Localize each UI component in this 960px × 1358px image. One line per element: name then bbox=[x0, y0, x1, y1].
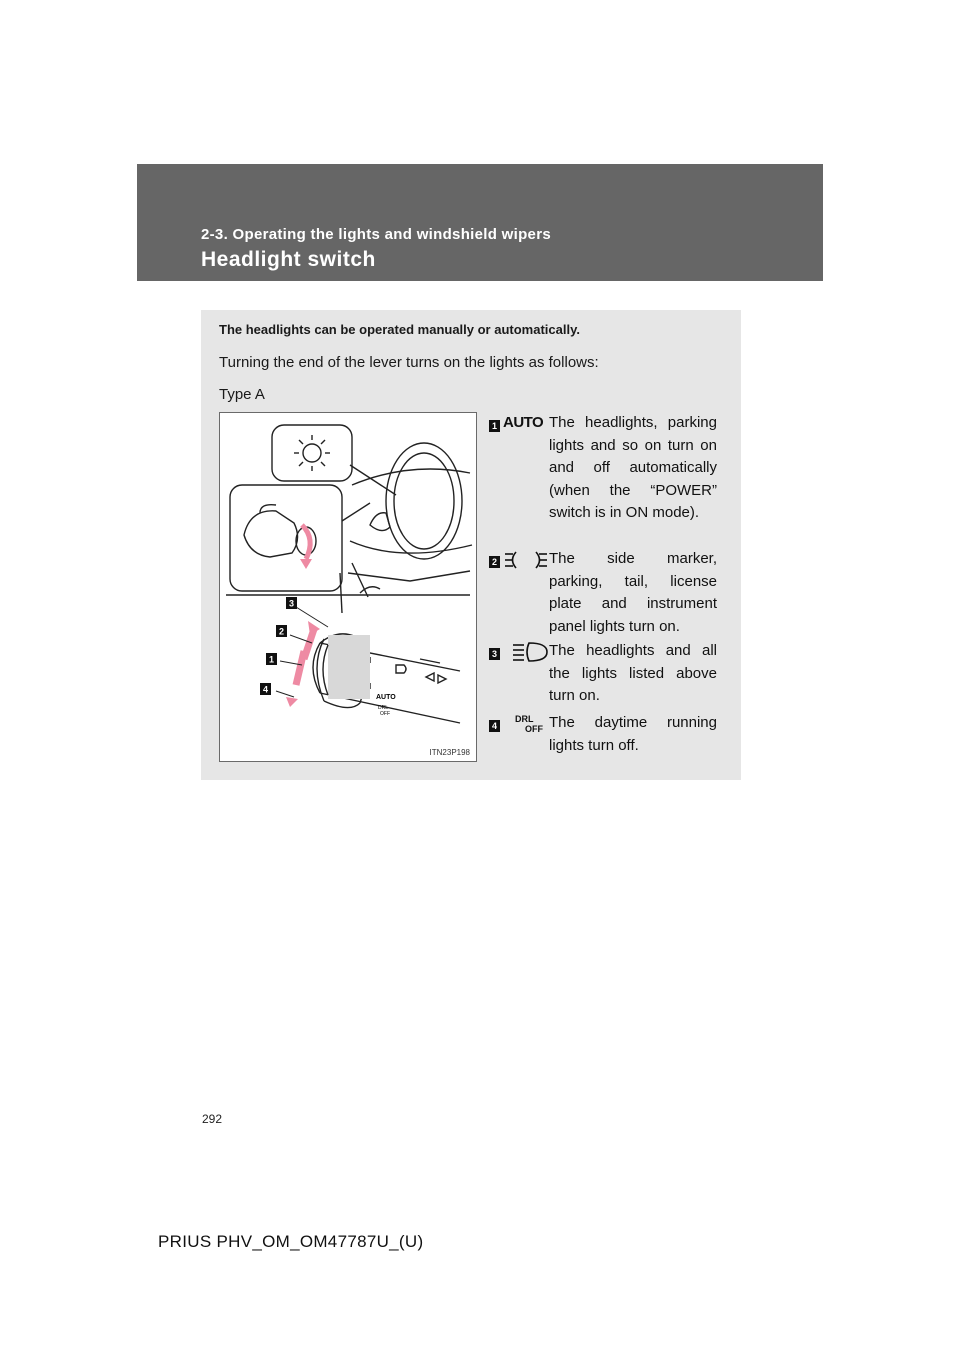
figure-callout-3: 3 bbox=[288, 598, 295, 609]
item-description: The side marker, parking, tail, license plate and instrument panel lights turn on. bbox=[549, 550, 717, 635]
light-bulb-icon bbox=[303, 444, 321, 462]
item-description: The headlights, parking lights and so on turn on and off automatically (when the “POWER” switch is in ON mode). bbox=[549, 414, 717, 521]
item-description: The daytime running lights turn off. bbox=[549, 714, 717, 754]
section-label: 2-3. Operating the lights and windshield wipers bbox=[201, 226, 551, 243]
drl-label: DRL bbox=[515, 714, 534, 724]
item-number-badge: 3 bbox=[489, 648, 500, 660]
figure-id: ITN23P198 bbox=[429, 748, 470, 757]
info-panel bbox=[201, 310, 741, 780]
off-label: OFF bbox=[525, 724, 543, 734]
intro-text: The headlights can be operated manually or automatically. bbox=[219, 322, 580, 337]
lever-instruction: Turning the end of the lever turns on the lights as follows: bbox=[219, 354, 599, 371]
page-number: 292 bbox=[202, 1112, 223, 1126]
auto-text-icon: AUTO bbox=[503, 414, 544, 431]
page-title: Headlight switch bbox=[201, 248, 376, 271]
list-item-side-marker bbox=[489, 548, 717, 640]
lever-illustration bbox=[220, 413, 476, 761]
item-number-badge: 1 bbox=[489, 420, 500, 432]
section-header bbox=[137, 164, 823, 281]
document-footer: PRIUS PHV_OM_OM47787U_(U) bbox=[158, 1232, 424, 1251]
item-number-badge: 4 bbox=[489, 720, 500, 732]
figure-callout-1: 1 bbox=[268, 654, 275, 665]
list-item-drl-off bbox=[489, 712, 717, 764]
hand-inset bbox=[230, 485, 342, 591]
figure-callout-2: 2 bbox=[278, 626, 285, 637]
steering-wheel-shape bbox=[386, 443, 462, 559]
headlight-lever-figure bbox=[219, 412, 477, 762]
headlight-icon bbox=[503, 640, 549, 664]
item-number-badge: 2 bbox=[489, 556, 500, 568]
figure-callout-4: 4 bbox=[262, 684, 269, 695]
list-item-headlights bbox=[489, 640, 717, 712]
lever-drl-marking: DRL bbox=[378, 705, 389, 711]
lever-off-marking: OFF bbox=[380, 711, 390, 717]
item-description: The headlights and all the lights listed above turn on. bbox=[549, 642, 717, 704]
side-marker-lights-icon bbox=[503, 548, 549, 572]
light-symbol-callout bbox=[272, 425, 352, 481]
list-item-auto bbox=[489, 412, 717, 546]
lever-auto-marking: AUTO bbox=[376, 694, 396, 701]
type-label: Type A bbox=[219, 386, 265, 403]
